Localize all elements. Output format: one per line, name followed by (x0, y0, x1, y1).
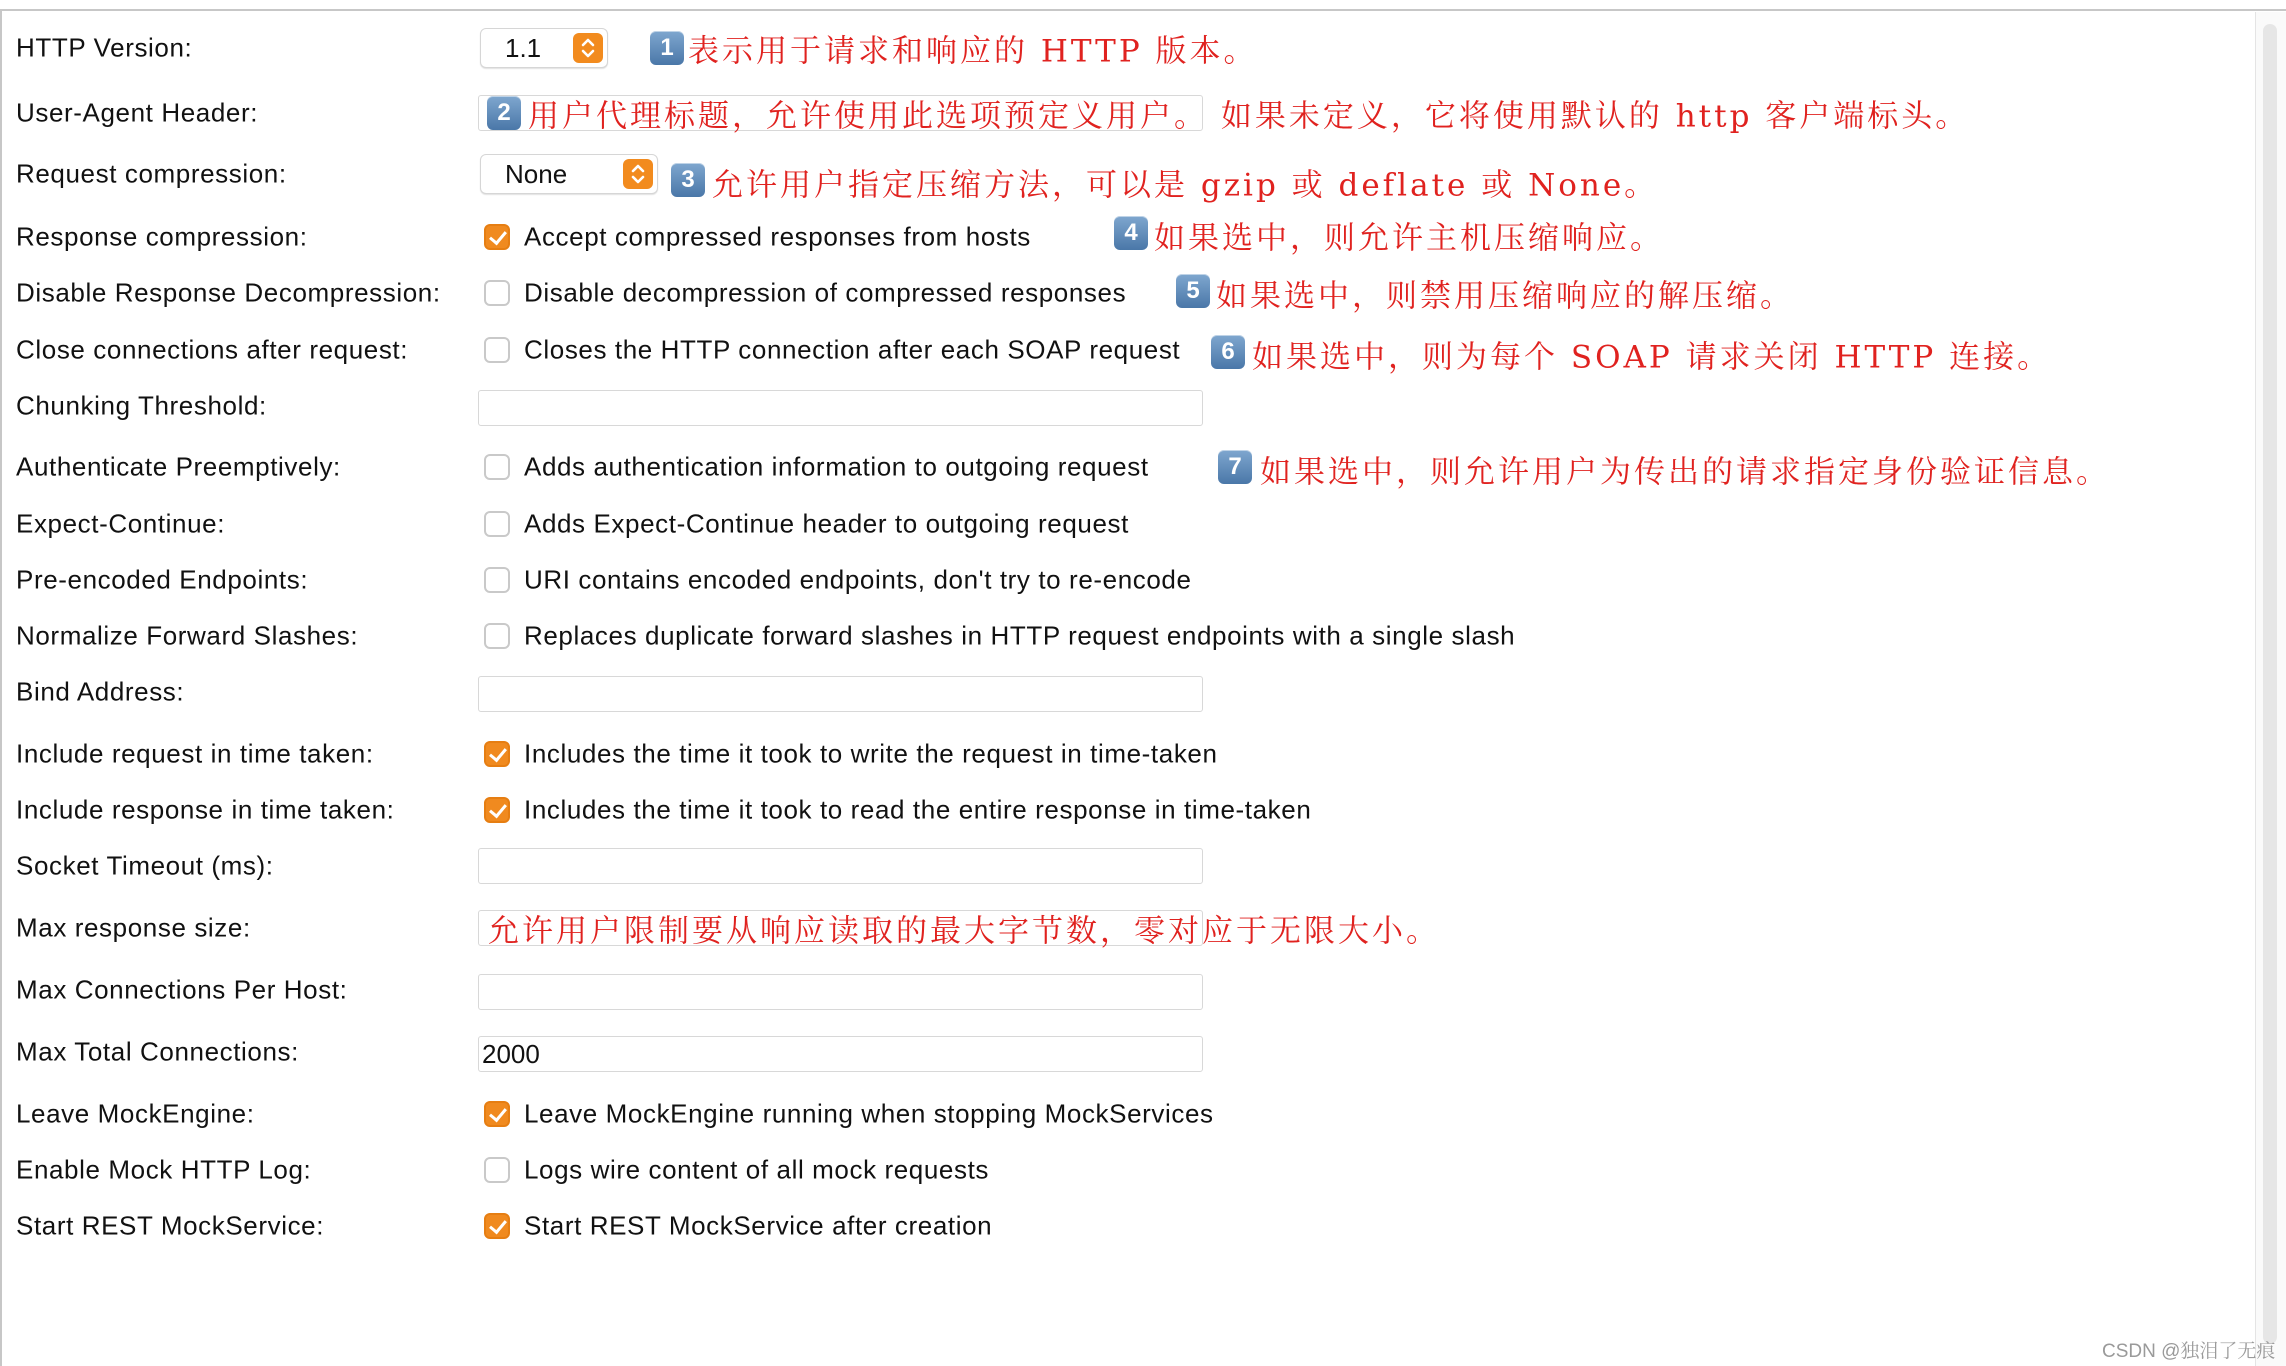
http-version-select[interactable] (480, 28, 608, 68)
leave-mockengine-checkbox[interactable] (484, 1101, 510, 1127)
annotation-1: 表示用于请求和响应的 HTTP 版本。 (688, 33, 1258, 70)
leave-mockengine-text: Leave MockEngine running when stopping MockServices (524, 1098, 1214, 1129)
annotation-4: 如果选中，则允许主机压缩响应。 (1154, 220, 1664, 257)
annotation-badge-4: 4 (1114, 216, 1148, 250)
left-border (0, 9, 2, 1366)
normalize-slashes-checkbox[interactable] (484, 623, 510, 649)
chunking-threshold-input[interactable] (478, 390, 1203, 426)
chunking-threshold-label: Chunking Threshold: (16, 390, 267, 421)
disable-decompression-label: Disable Response Decompression: (16, 277, 441, 308)
authenticate-text: Adds authentication information to outgoing request (524, 451, 1149, 482)
request-compression-value: None (505, 159, 568, 189)
response-compression-label: Response compression: (16, 221, 308, 252)
socket-timeout-label: Socket Timeout (ms): (16, 850, 274, 881)
disable-decompression-checkbox[interactable] (484, 280, 510, 306)
leave-mockengine-label: Leave MockEngine: (16, 1098, 255, 1129)
include-request-label: Include request in time taken: (16, 738, 374, 769)
annotation-badge-6: 6 (1211, 335, 1245, 369)
expect-continue-text: Adds Expect-Continue header to outgoing request (524, 508, 1129, 539)
socket-timeout-input[interactable] (478, 848, 1203, 884)
http-version-label: HTTP Version: (16, 32, 193, 63)
top-border (0, 9, 2286, 11)
start-rest-text: Start REST MockService after creation (524, 1210, 993, 1241)
request-compression-select[interactable] (480, 154, 658, 194)
annotation-badge-7: 7 (1218, 450, 1252, 484)
response-compression-checkbox[interactable] (484, 224, 510, 250)
annotation-8: 允许用户限制要从响应读取的最大字节数，零对应于无限大小。 (488, 913, 1440, 950)
scrollbar-thumb[interactable] (2263, 24, 2277, 1344)
max-total-connections-input[interactable]: 2000 (478, 1036, 1203, 1072)
user-agent-label: User-Agent Header: (16, 97, 259, 128)
annotation-3: 允许用户指定压缩方法，可以是 gzip 或 deflate 或 None。 (712, 167, 1659, 204)
include-request-checkbox[interactable] (484, 741, 510, 767)
vertical-scrollbar[interactable] (2255, 12, 2286, 1366)
mock-http-log-label: Enable Mock HTTP Log: (16, 1154, 312, 1185)
authenticate-checkbox[interactable] (484, 454, 510, 480)
annotation-badge-5: 5 (1176, 274, 1210, 308)
close-connections-label: Close connections after request: (16, 334, 409, 365)
annotation-badge-1: 1 (650, 31, 684, 65)
pre-encoded-text: URI contains encoded endpoints, don't try to re-encode (524, 564, 1192, 595)
max-connections-host-label: Max Connections Per Host: (16, 974, 348, 1005)
normalize-slashes-label: Normalize Forward Slashes: (16, 620, 359, 651)
annotation-badge-2: 2 (487, 96, 521, 130)
start-rest-checkbox[interactable] (484, 1213, 510, 1239)
mock-http-log-checkbox[interactable] (484, 1157, 510, 1183)
bind-address-label: Bind Address: (16, 676, 185, 707)
chevron-updown-icon (573, 33, 603, 63)
disable-decompression-text: Disable decompression of compressed responses (524, 277, 1127, 308)
pre-encoded-checkbox[interactable] (484, 567, 510, 593)
mock-http-log-text: Logs wire content of all mock requests (524, 1154, 990, 1185)
start-rest-label: Start REST MockService: (16, 1210, 325, 1241)
expect-continue-label: Expect-Continue: (16, 508, 226, 539)
annotation-badge-3: 3 (671, 163, 705, 197)
include-response-label: Include response in time taken: (16, 794, 395, 825)
max-response-size-label: Max response size: (16, 912, 251, 943)
pre-encoded-label: Pre-encoded Endpoints: (16, 564, 309, 595)
close-connections-text: Closes the HTTP connection after each SOAP request (524, 334, 1181, 365)
annotation-2: 用户代理标题，允许使用此选项预定义用户。 如果未定义，它将使用默认的 http 客户端标头。 (528, 98, 1970, 135)
bind-address-input[interactable] (478, 676, 1203, 712)
annotation-6: 如果选中，则为每个 SOAP 请求关闭 HTTP 连接。 (1252, 339, 2052, 376)
close-connections-checkbox[interactable] (484, 337, 510, 363)
response-compression-text: Accept compressed responses from hosts (524, 221, 1031, 252)
include-response-checkbox[interactable] (484, 797, 510, 823)
watermark: CSDN @独泪了无痕 (2102, 1341, 2276, 1362)
chevron-updown-icon (623, 159, 653, 189)
authenticate-label: Authenticate Preemptively: (16, 451, 341, 482)
max-connections-host-input[interactable] (478, 974, 1203, 1010)
expect-continue-checkbox[interactable] (484, 511, 510, 537)
annotation-5: 如果选中，则禁用压缩响应的解压缩。 (1216, 278, 1794, 315)
include-request-text: Includes the time it took to write the request in time-taken (524, 738, 1218, 769)
request-compression-label: Request compression: (16, 158, 287, 189)
http-version-value: 1.1 (505, 33, 542, 63)
include-response-text: Includes the time it took to read the entire response in time-taken (524, 794, 1312, 825)
max-total-connections-label: Max Total Connections: (16, 1036, 299, 1067)
annotation-7: 如果选中，则允许用户为传出的请求指定身份验证信息。 (1260, 454, 2110, 491)
normalize-slashes-text: Replaces duplicate forward slashes in HTTP request endpoints with a single slash (524, 620, 1516, 651)
